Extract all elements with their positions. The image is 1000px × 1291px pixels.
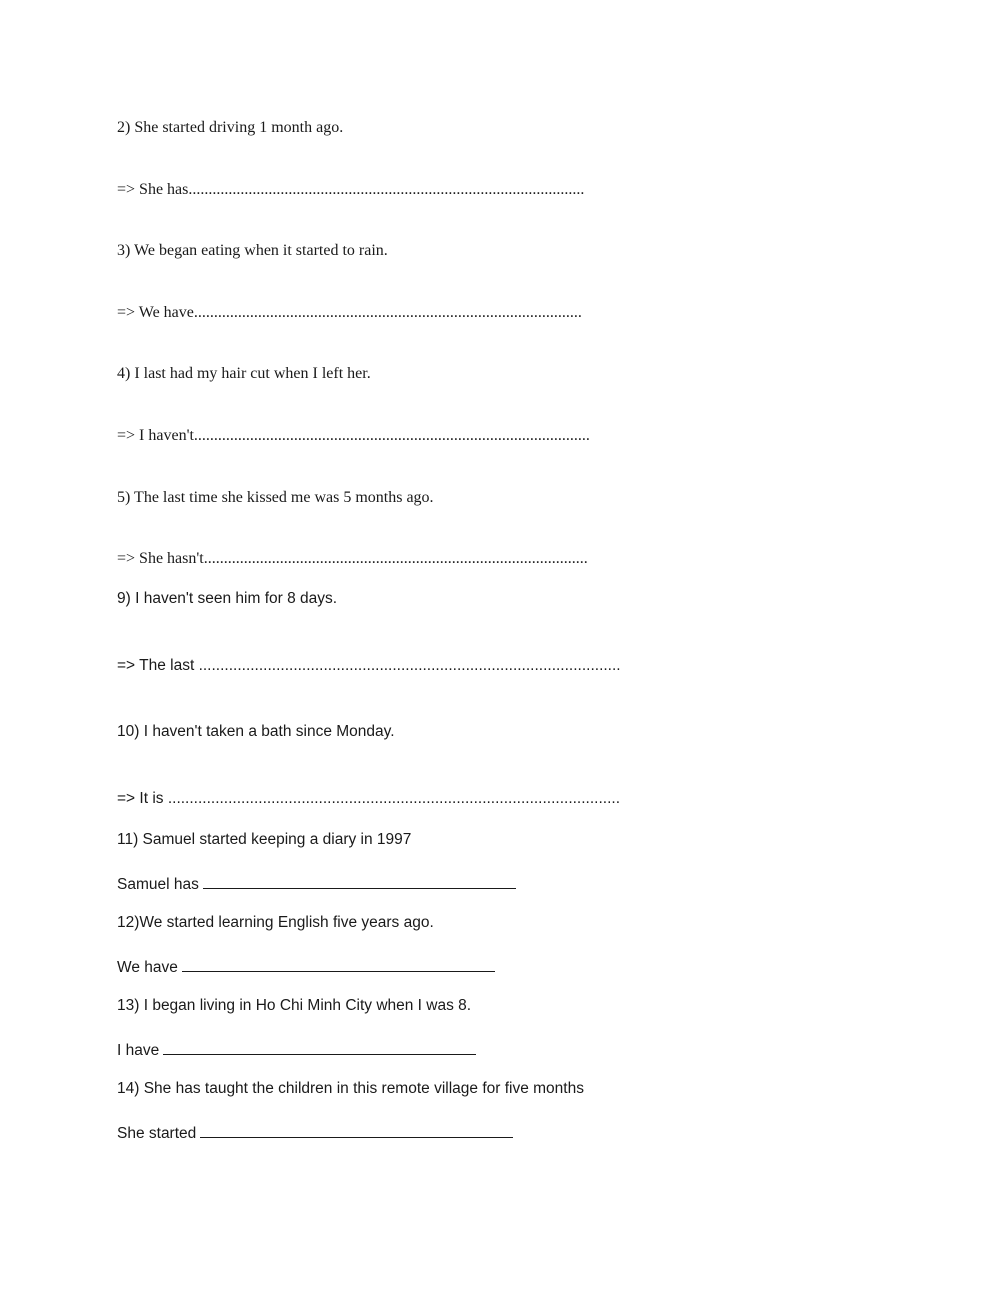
- exercise-11-answer-line: [117, 874, 516, 893]
- exercise-12-answer-line: [117, 957, 495, 976]
- exercise-14-answer-line: [117, 1123, 513, 1142]
- exercise-4-prompt: 4) I last had my hair cut when I left her.: [117, 365, 371, 382]
- exercise-10-prompt: 10) I haven't taken a bath since Monday.: [117, 723, 395, 740]
- exercise-5-prompt: 5) The last time she kissed me was 5 months ago.: [117, 489, 434, 506]
- exercise-14-prompt: 14) She has taught the children in this remote village for five months: [117, 1080, 584, 1097]
- exercise-13-answer-line: [117, 1040, 476, 1059]
- exercise-14-blank[interactable]: [200, 1123, 513, 1138]
- exercise-3-prompt: 3) We began eating when it started to rain.: [117, 242, 388, 259]
- exercise-3-answer: => We have.................................................................................................: [117, 304, 582, 321]
- exercise-11-prompt: 11) Samuel started keeping a diary in 1997: [117, 831, 412, 848]
- exercise-11-answer-start: Samuel has: [117, 876, 199, 893]
- exercise-2-prompt: 2) She started driving 1 month ago.: [117, 119, 344, 136]
- exercise-2-answer: => She has...................................................................................................: [117, 181, 585, 198]
- exercise-10-answer: => It is .........................................................................................................: [117, 790, 621, 807]
- exercise-4-answer: => I haven't...................................................................................................: [117, 427, 590, 444]
- exercise-14-answer-start: She started: [117, 1125, 197, 1142]
- exercise-9-answer: => The last ..................................................................................................: [117, 657, 621, 674]
- exercise-12-blank[interactable]: [182, 957, 495, 972]
- exercise-13-answer-start: I have: [117, 1042, 160, 1059]
- exercise-12-prompt: 12)We started learning English five years ago.: [117, 914, 434, 931]
- exercise-12-answer-start: We have: [117, 959, 178, 976]
- exercise-13-prompt: 13) I began living in Ho Chi Minh City when I was 8.: [117, 997, 472, 1014]
- exercise-11-blank[interactable]: [203, 874, 516, 889]
- exercise-9-prompt: 9) I haven't seen him for 8 days.: [117, 590, 338, 607]
- exercise-13-blank[interactable]: [163, 1040, 476, 1055]
- exercise-5-answer: => She hasn't................................................................................................: [117, 550, 588, 567]
